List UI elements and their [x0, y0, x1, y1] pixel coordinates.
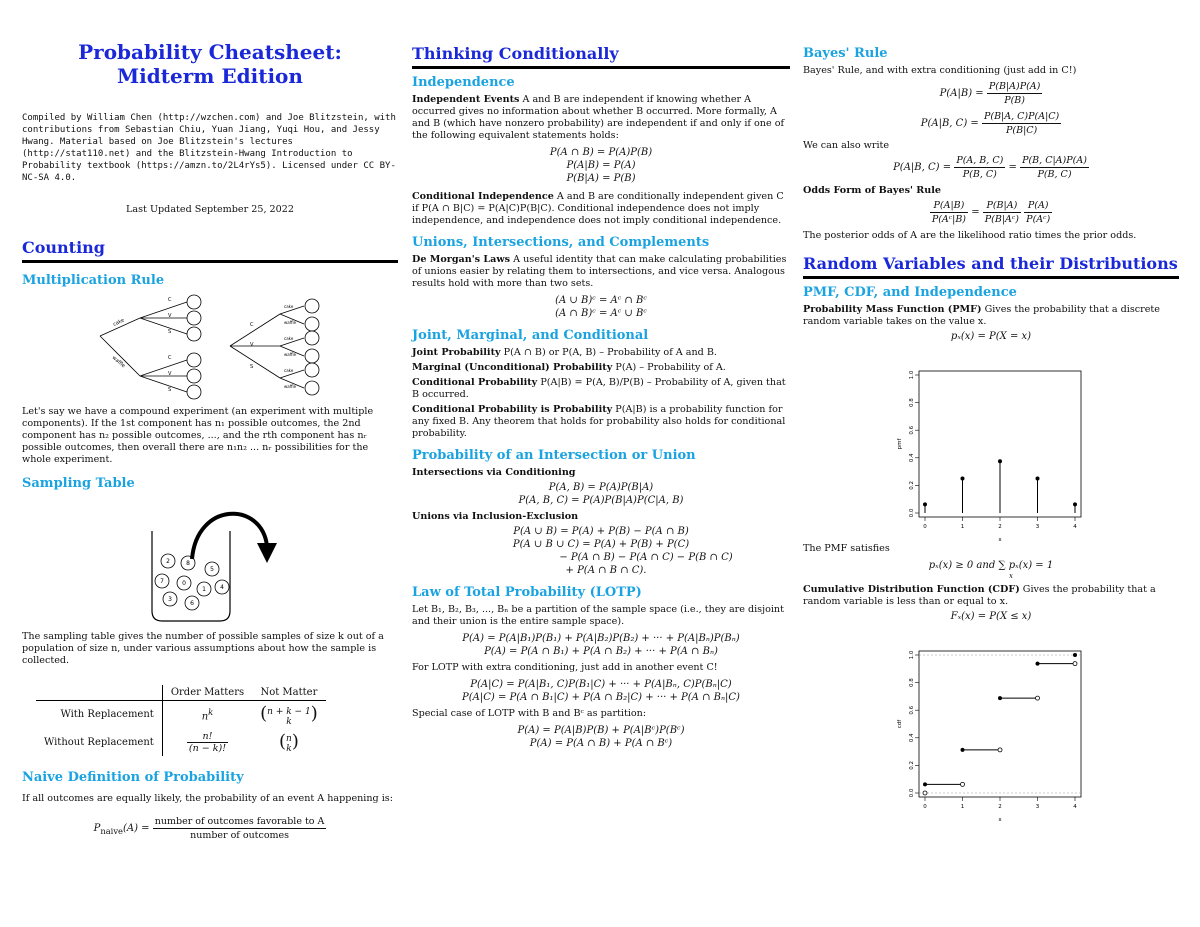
svg-text:5: 5 — [210, 566, 214, 573]
pmf-cdf-heading: PMF, CDF, and Independence — [803, 285, 1017, 300]
x-axis-label: x — [998, 817, 1002, 823]
svg-text:S: S — [168, 329, 172, 335]
lotp-text: Let B₁, B₂, B₃, ..., Bₙ be a partition of the sample space (i.e., they are disjoint and their union is the entire sample space). — [412, 604, 784, 627]
multiplication-rule-heading: Multiplication Rule — [22, 273, 165, 288]
svg-text:cake: cake — [284, 368, 294, 373]
svg-text:C: C — [250, 322, 254, 328]
y-tick-label: 1.0 — [909, 370, 915, 380]
svg-text:cake: cake — [112, 317, 126, 328]
cell-with-order: $n^k$ — [162, 701, 252, 729]
svg-text:S: S — [168, 387, 172, 393]
title-line-2: Midterm Edition — [117, 64, 303, 88]
x-axis-label: x — [998, 537, 1002, 543]
y-tick-label: 0.6 — [909, 705, 915, 715]
y-tick-label: 0.2 — [909, 761, 915, 770]
indep-equations: P(A ∩ B) = P(A)P(B) P(A|B) = P(A) P(B|A) = P(B) — [549, 147, 653, 184]
y-tick-label: 0.2 — [909, 481, 915, 490]
y-tick-label: 1.0 — [909, 650, 915, 660]
svg-text:1: 1 — [202, 586, 206, 593]
y-tick-label: 0.4 — [909, 453, 915, 463]
x-tick-label: 2 — [998, 804, 1002, 810]
tree-diagram — [22, 288, 398, 406]
column-1 — [22, 40, 398, 842]
cdf-open-point — [998, 748, 1002, 752]
page-title — [22, 40, 398, 88]
pmf-label: Probability Mass Function (PMF) — [803, 304, 982, 315]
cond-indep-label: Conditional Independence — [412, 191, 554, 202]
header-not-matter: Not Matter — [260, 687, 318, 698]
svg-text:V: V — [168, 313, 172, 319]
cond-indep-text: A and B are conditionally independent given C if P(A ∩ B|C) = P(A|C)P(B|C). Conditional independence does not imply independence, and independence does not imply conditional independence. — [412, 191, 784, 226]
sampling-table-heading: Sampling Table — [22, 476, 135, 491]
marginal-label: Marginal (Unconditional) Probability — [412, 362, 613, 373]
svg-text:0: 0 — [182, 580, 186, 587]
pmf-point — [998, 459, 1002, 463]
cdf-open-point — [923, 791, 927, 795]
title-line-1: Probability Cheatsheet: — [78, 40, 342, 64]
svg-text:4: 4 — [220, 584, 224, 591]
naive-formula: $P_{naive}(A)$ = $\frac{\text{number of outcomes favorable to A}}{\text{number of outcomes}}$ — [93, 816, 325, 841]
x-tick-label: 0 — [923, 804, 927, 810]
urn-diagram — [22, 491, 398, 631]
demorgan-equations: (A ∪ B)ᶜ = Aᶜ ∩ Bᶜ (A ∩ B)ᶜ = Aᶜ ∪ Bᶜ — [555, 295, 647, 319]
cond-is-prob-text: P(A|B) is a probability function for any fixed B. Any theorem that holds for probability also holds for conditional probability. — [412, 404, 786, 439]
x-tick-label: 1 — [960, 804, 965, 810]
svg-text:2: 2 — [166, 558, 170, 565]
intersections-label: Intersections via Conditioning — [412, 467, 576, 478]
pmf-point — [961, 477, 965, 481]
naive-definition-heading: Naive Definition of Probability — [22, 770, 244, 785]
pmf-chart — [803, 343, 1179, 543]
y-tick-label: 0.6 — [909, 425, 915, 435]
lotp-equations: P(A) = P(A|B₁)P(B₁) + P(A|B₂)P(B₂) + ··· + P(A|Bₙ)P(Bₙ) P(A) = P(A ∩ B₁) + P(A ∩ B₂) + ··· + P(A ∩ Bₙ) — [462, 633, 740, 657]
y-axis-label: cdf — [897, 719, 903, 729]
independence-heading: Independence — [412, 75, 515, 90]
cdf-closed-point — [998, 696, 1002, 700]
credits-text: Compiled by William Chen (http://wzchen.com) and Joe Blitzstein, with contributions from Sebastian Chiu, Yuan Jiang, Yuqi Hou, and Jessy Hwang. Material based on Joe Blitzstein's lectures (http://stat110.net) and the Blitzstein-Hwang Introduction to Probability textbook (https://amzn.to/2L4rYs5). Licensed under CC BY-NC-SA 4.0. — [22, 113, 396, 183]
lotp-extra-equations: P(A|C) = P(A|B₁, C)P(B₁|C) + ··· + P(A|Bₙ, C)P(Bₙ|C) P(A|C) = P(A ∩ B₁|C) + P(A ∩ B₂|C) + ··· + P(A ∩ Bₙ|C) — [462, 679, 740, 703]
cond-is-prob-label: Conditional Probability is Probability — [412, 404, 613, 415]
svg-text:6: 6 — [190, 600, 194, 607]
svg-text:waffle: waffle — [284, 352, 297, 357]
svg-text:V: V — [168, 371, 172, 377]
svg-text:V: V — [250, 342, 254, 348]
x-tick-label: 4 — [1073, 524, 1077, 530]
demorgan-label: De Morgan's Laws — [412, 254, 511, 265]
cdf-closed-point — [1036, 662, 1040, 666]
marginal-text: P(A) – Probability of A. — [615, 362, 726, 373]
sampling-table — [36, 685, 326, 756]
pmf-text: Gives the probability that a discrete random variable takes on the value x. — [803, 304, 1160, 327]
x-tick-label: 1 — [960, 524, 965, 530]
cdf-open-point — [1073, 662, 1077, 666]
x-tick-label: 0 — [923, 524, 927, 530]
svg-text:7: 7 — [160, 578, 164, 585]
pmf-point — [1073, 502, 1077, 506]
y-tick-label: 0.4 — [909, 733, 915, 743]
cdf-chart — [803, 623, 1179, 823]
y-axis-label: pmf — [897, 438, 903, 450]
svg-text:C: C — [168, 297, 172, 303]
indep-text: A and B are independent if knowing whether A occurred gives no information about whether B occurred. More formally, A and B (which have nonzero probability) are independent if and only if one of the following equivalent statements holds: — [412, 94, 785, 141]
cell-without-no-order: ( n k ) — [279, 730, 299, 754]
svg-text:8: 8 — [186, 560, 190, 567]
cdf-text: Gives the probability that a random variable is less than or equal to x. — [803, 584, 1156, 607]
cdf-closed-point — [1073, 653, 1077, 657]
sampling-text: The sampling table gives the number of possible samples of size k out of a population of size n, under various assumptions about how the sample is collected. — [22, 631, 384, 666]
row-without-replacement: Without Replacement — [44, 736, 154, 748]
svg-text:3: 3 — [168, 596, 172, 603]
x-tick-label: 3 — [1035, 524, 1040, 530]
column-3 — [803, 46, 1179, 823]
y-tick-label: 0.0 — [909, 788, 915, 798]
bayes-formula-3: P(A|B, C) = $\frac{P(A, B, C)}{P(B, C)}$ = $\frac{P(B, C|A)P(A)}{P(B, C)}$ — [893, 155, 1087, 180]
pmf-point — [923, 502, 927, 506]
cdf-equation: Fₓ(x) = P(X ≤ x) — [950, 611, 1032, 622]
random-variables-heading: Random Variables and their Distributions — [803, 254, 1179, 279]
svg-text:cake: cake — [284, 304, 294, 309]
svg-text:C: C — [168, 355, 172, 361]
odds-formula: $\frac{P(A|B)}{\text{P(Aᶜ|B)}}$ = $\frac{P(B|A)}{\text{P(B|Aᶜ)}}$ $\frac{P(A)}{\text{P(Aᶜ)}}$ — [931, 200, 1051, 225]
pmf-satisfies-equation: pₓ(x) ≥ 0 and ∑ pₓ(x) = 1 x — [928, 560, 1054, 580]
bayes-formula-2: P(A|B, C) = $\frac{P(B|A, C)P(A|C)}{P(B|C)}$ — [920, 111, 1060, 136]
conditional-text: P(A|B) = P(A, B)/P(B) – Probability of A, given that B occurred. — [412, 377, 786, 400]
y-tick-label: 0.0 — [909, 508, 915, 518]
pmf-equation: pₓ(x) = P(X = x) — [950, 331, 1032, 342]
thinking-conditionally-heading: Thinking Conditionally — [412, 44, 790, 69]
cell-with-no-order: ( n + k − 1 k ) — [260, 703, 318, 727]
lotp-special-text: Special case of LOTP with B and Bᶜ as partition: — [412, 708, 647, 719]
joint-text: P(A ∩ B) or P(A, B) – Probability of A and B. — [503, 347, 717, 358]
lotp-extra-text: For LOTP with extra conditioning, just add in another event C! — [412, 662, 718, 673]
cdf-closed-point — [923, 782, 927, 786]
joint-marginal-heading: Joint, Marginal, and Conditional — [412, 328, 649, 343]
x-tick-label: 3 — [1035, 804, 1040, 810]
plot-frame — [919, 651, 1081, 797]
row-with-replacement: With Replacement — [60, 709, 154, 721]
y-tick-label: 0.8 — [909, 678, 915, 687]
naive-text: If all outcomes are equally likely, the probability of an event A happening is: — [22, 793, 393, 804]
cdf-open-point — [1036, 696, 1040, 700]
svg-text:cake: cake — [284, 336, 294, 341]
unions-heading: Unions, Intersections, and Complements — [412, 235, 710, 250]
svg-text:S: S — [250, 364, 254, 370]
cdf-closed-point — [961, 748, 965, 752]
cdf-open-point — [961, 782, 965, 786]
indep-label: Independent Events — [412, 94, 520, 105]
y-tick-label: 0.8 — [909, 398, 915, 407]
svg-text:waffle: waffle — [284, 384, 297, 389]
x-tick-label: 4 — [1073, 804, 1077, 810]
intersection-union-heading: Probability of an Intersection or Union — [412, 448, 696, 463]
bayes-text: Bayes' Rule, and with extra conditioning (just add in C!) — [803, 65, 1077, 76]
demorgan-text: A useful identity that can make calculating probabilities of unions easier by relating them to intersections, and vice versa. Analogous results hold with more than two sets. — [412, 254, 787, 289]
svg-text:waffle: waffle — [110, 354, 127, 370]
multiplication-rule-text: Let's say we have a compound experiment (an experiment with multiple components). If the 1st component has n₁ possible outcomes, the 2nd component has n₂ possible outcomes, ..., and the rth component has nᵣ possible outcomes, then overall there are n₁n₂ ... nᵣ possibilities for the whole experiment. — [22, 406, 374, 465]
lotp-heading: Law of Total Probability (LOTP) — [412, 585, 642, 600]
x-tick-label: 2 — [998, 524, 1002, 530]
header-order-matters: Order Matters — [162, 685, 252, 701]
intersection-equations: P(A, B) = P(A)P(B|A) P(A, B, C) = P(A)P(B|A)P(C|A, B) — [518, 482, 684, 506]
conditional-label: Conditional Probability — [412, 377, 538, 388]
pmf-satisfies-text: The PMF satisfies — [803, 543, 890, 554]
column-2 — [412, 44, 790, 750]
cdf-label: Cumulative Distribution Function (CDF) — [803, 584, 1020, 595]
inclusion-exclusion-label: Unions via Inclusion-Exclusion — [412, 511, 579, 522]
cell-without-order: $\frac{n!}{(n - k)!}$ — [162, 729, 252, 757]
odds-text: The posterior odds of A are the likelihood ratio times the prior odds. — [803, 230, 1137, 241]
lotp-special-equations: P(A) = P(A|B)P(B) + P(A|Bᶜ)P(Bᶜ) P(A) = P(A ∩ B) + P(A ∩ Bᶜ) — [517, 725, 685, 749]
last-updated: Last Updated September 25, 2022 — [126, 204, 294, 215]
inclusion-exclusion-equations: P(A ∪ B) = P(A) + P(B) − P(A ∩ B) P(A ∪ B ∪ C) = P(A) + P(B) + P(C) − P(A ∩ B) − P(A ∩ C) − P(B ∩ C) + P(A ∩ B ∩ C). — [512, 526, 733, 576]
bayes-formula-1: P(A|B) = $\frac{P(B|A)P(A)}{P(B)}$ — [939, 81, 1041, 106]
bayes-heading: Bayes' Rule — [803, 46, 888, 61]
svg-text:waffle: waffle — [284, 320, 297, 325]
counting-heading: Counting — [22, 238, 398, 263]
joint-label: Joint Probability — [412, 347, 501, 358]
odds-label: Odds Form of Bayes' Rule — [803, 185, 941, 196]
pmf-point — [1036, 477, 1040, 481]
also-write-text: We can also write — [803, 140, 890, 151]
